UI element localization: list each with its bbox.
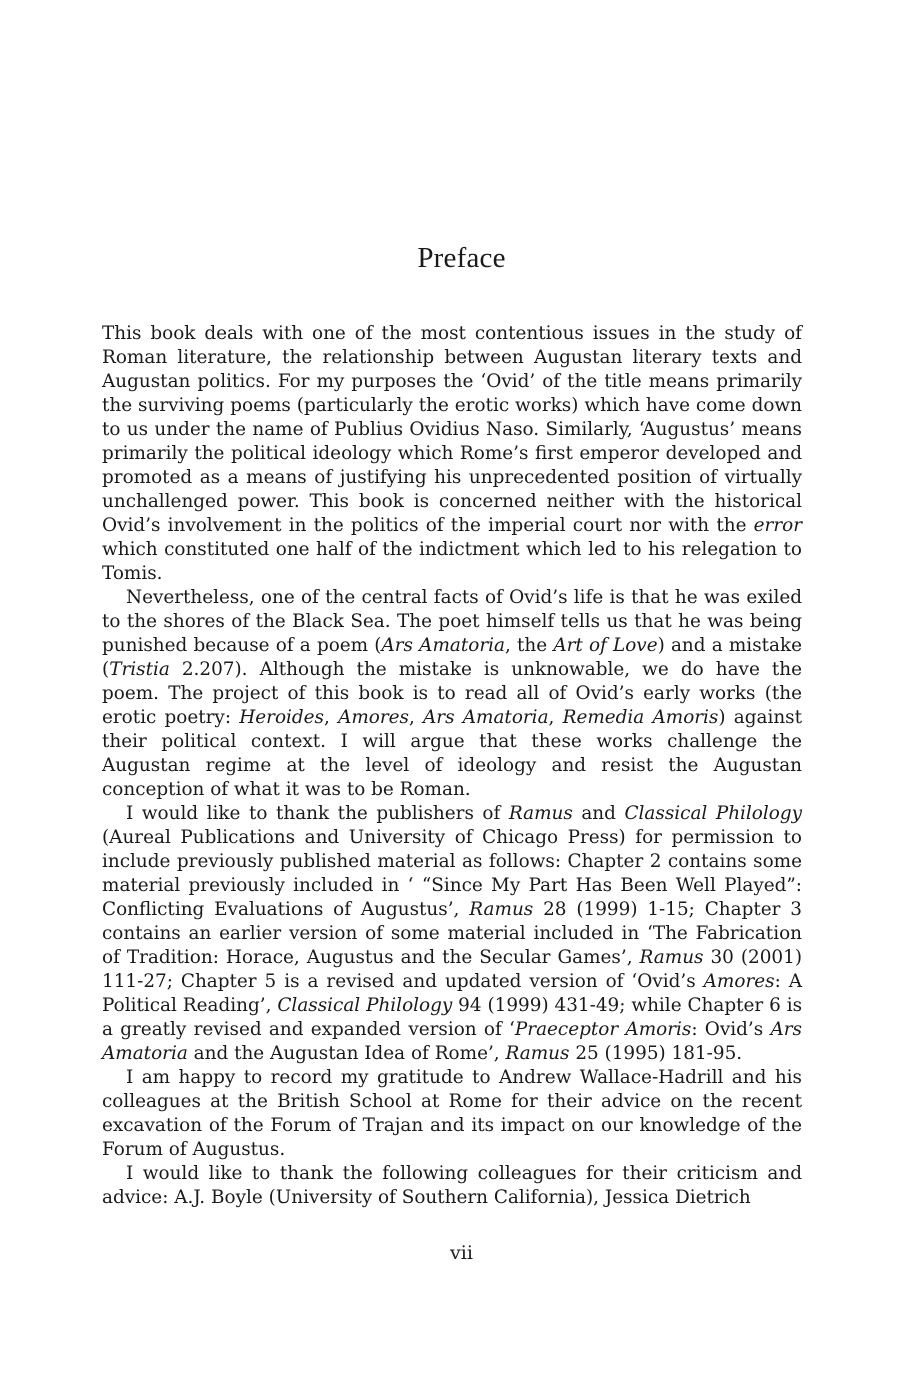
text-run: , — [324, 707, 339, 728]
italic-text: Ramus — [508, 803, 573, 824]
italic-text: Classical Philology — [624, 803, 802, 824]
text-run: 94 (1999) 431-49; while Chapter 6 is a greatly revised and expanded version of ‘ — [102, 995, 803, 1040]
text-run: I would like to thank the following colleagues for their criticism and advice: A.J. Boyle (University of Southern California), Jessica Dietrich — [102, 1163, 802, 1208]
paragraph — [102, 586, 802, 802]
italic-text: Ars Amatoria — [381, 635, 505, 656]
text-run: Nevertheless, one of the central facts of Ovid’s life is that he was exiled to the shores of the Black Sea. The poet himself tells us that he was being punished because of a poem ( — [102, 587, 802, 656]
italic-text: Ars Amatoria — [102, 1019, 802, 1064]
text-run: , — [548, 707, 563, 728]
italic-text: Amores — [338, 707, 409, 728]
text-run: and — [572, 803, 625, 824]
text-run: ) and a mistake ( — [102, 635, 803, 680]
text-run: This book deals with one of the most contentious issues in the study of Roman literature, the relationship between Augustan literary texts and Augustan politics. For my purposes the ‘Ovid’ of the title means primarily the surviving poems (particularly the erotic works) which have come down to us under the name of Publius Ovidius Naso. Similarly, ‘Augustus’ means primarily the political ideology which Rome’s first emperor developed and promoted as a means of justifying his unprecedented position of virtually unchallenged power. This book is concerned neither with the historical Ovid’s involvement in the politics of the imperial court nor with the — [102, 323, 802, 536]
text-run: 28 (1999) 1-15; Chapter 3 contains an earlier version of some material included in ‘The Fabrication of Tradition: Horace, Augustus and the Secular Games’, — [102, 899, 802, 968]
italic-text: Ramus — [469, 899, 534, 920]
italic-text: Amores — [703, 971, 775, 992]
italic-text: Heroides — [239, 707, 324, 728]
italic-text: Praeceptor Amoris — [514, 1019, 692, 1040]
italic-text: Ramus — [639, 947, 704, 968]
text-run: , — [408, 707, 424, 728]
italic-text: Ars Amatoria — [423, 707, 549, 728]
paragraph — [102, 1066, 802, 1162]
italic-text: Ramus — [505, 1043, 570, 1064]
text-run: : Ovid’s — [691, 1019, 771, 1040]
text-run: 2.207). Although the mistake is unknowable, we do have the poem. The project of this book is to read all of Ovid’s early works (the erotic poetry: — [102, 659, 802, 728]
text-run: : A Political Reading’, — [102, 971, 803, 1016]
text-run: ) against their political context. I will argue that these works challenge the Augustan regime at the level of ideology and resist the Augustan conception of what it was to be Roman. — [102, 707, 803, 800]
text-run: 25 (1995) 181-95. — [569, 1043, 743, 1064]
italic-text: Tristia — [109, 659, 170, 680]
text-run: (Aureal Publications and University of Chicago Press) for permission to include previously published material as follows: Chapter 2 contains some material previously included in ‘ “Since My Part Has Been Well Played”: Conflicting Evaluations of Augustus’, — [102, 827, 802, 920]
page-number: vii — [450, 1242, 473, 1264]
text-run: 30 (2001) 111-27; Chapter 5 is a revised and updated version of ‘Ovid’s — [102, 947, 802, 992]
text-run: I would like to thank the publishers of — [126, 803, 509, 824]
italic-text: Remedia Amoris — [562, 707, 719, 728]
paragraph — [102, 1162, 802, 1210]
italic-text: error — [753, 515, 802, 536]
text-run: I am happy to record my gratitude to Andrew Wallace-Hadrill and his colleagues at the British School at Rome for their advice on the recent excavation of the Forum of Trajan and its impact on our knowledge of the Forum of Augustus. — [102, 1067, 802, 1160]
paragraph — [102, 322, 802, 586]
italic-text: Classical Philology — [277, 995, 453, 1016]
text-run: and the Augustan Idea of Rome’, — [187, 1043, 506, 1064]
text-run: which constituted one half of the indictment which led to his relegation to Tomis. — [102, 539, 802, 584]
preface-body — [102, 322, 802, 1210]
italic-text: Art of Love — [553, 635, 658, 656]
paragraph — [102, 802, 802, 1066]
text-run: , the — [504, 635, 554, 656]
page-title: Preface — [417, 242, 506, 274]
